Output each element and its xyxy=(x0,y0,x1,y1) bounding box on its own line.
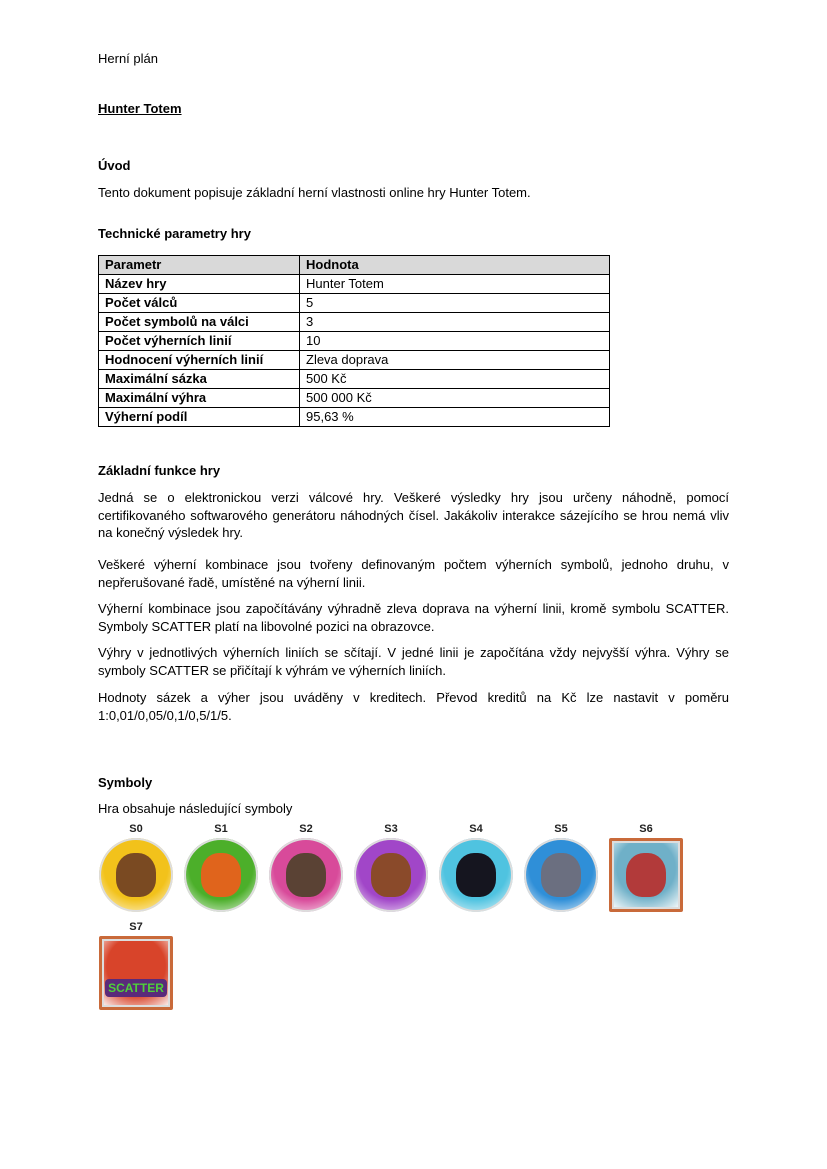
fox-icon xyxy=(184,838,258,912)
param-value: 5 xyxy=(300,294,610,313)
symbol-figure xyxy=(456,853,496,897)
param-name: Hodnocení výherních linií xyxy=(99,351,300,370)
tech-heading: Technické parametry hry xyxy=(98,226,251,241)
table-row xyxy=(99,332,610,351)
column-header: Hodnota xyxy=(300,256,610,275)
paragraph: Jedná se o elektronickou verzi válcové hry. Veškeré výsledky hry jsou určeny náhodně, pomocí certifikovaného softwarového generátoru náhodných čísel. Jakákoliv interakce sázejícího se hrou nemá vliv na konečný výsledek hry. xyxy=(98,490,729,540)
symbol-label: S0 xyxy=(129,823,143,835)
parameters-table xyxy=(98,255,610,427)
param-name: Maximální sázka xyxy=(99,370,300,389)
symbol-label: S5 xyxy=(554,823,568,835)
symbol-label: S4 xyxy=(469,823,483,835)
features-heading: Základní funkce hry xyxy=(98,463,221,478)
owl-icon xyxy=(269,838,343,912)
symbol-label: S3 xyxy=(384,823,398,835)
paragraph: Hodnoty sázek a výher jsou uváděny v kreditech. Převod kreditů na Kč lze nastavit v poměru 1:0,01/0,05/0,1/0,5/1/5. xyxy=(98,690,729,723)
paragraph: Výherní kombinace jsou započítávány výhradně zleva doprava na výherní linii, kromě symbolu SCATTER. Symboly SCATTER platí na libovolné pozici na obrazovce. xyxy=(98,601,729,634)
symbol-s2 xyxy=(267,822,345,912)
table-row xyxy=(99,351,610,370)
table-row xyxy=(99,275,610,294)
hunter-icon xyxy=(609,838,683,912)
param-name: Název hry xyxy=(99,275,300,294)
symbol-s4 xyxy=(437,822,515,912)
paragraph: Výhry v jednotlivých výherních liniích se sčítají. V jedné linii je započítána vždy nejvyšší výhra. Výhry se symboly SCATTER se přičítají k výhrám ve výherních liniích. xyxy=(98,645,729,678)
document-title: Hunter Totem xyxy=(98,101,182,116)
param-name: Počet symbolů na válci xyxy=(99,313,300,332)
symbol-label: S7 xyxy=(129,921,143,933)
table-row xyxy=(99,294,610,313)
param-value: 500 000 Kč xyxy=(300,389,610,408)
param-value: 95,63 % xyxy=(300,408,610,427)
scatter-totem-icon xyxy=(99,936,173,1010)
table-row xyxy=(99,313,610,332)
paragraph: Veškeré výherní kombinace jsou tvořeny definovaným počtem výherních symbolů, jednoho druhu, v nepřerušované řadě, umístěné na výherní linii. xyxy=(98,557,729,590)
symbol-label: S1 xyxy=(214,823,228,835)
symbol-figure xyxy=(541,853,581,897)
symbol-figure xyxy=(116,853,156,897)
deer-icon xyxy=(99,838,173,912)
param-value: Zleva doprava xyxy=(300,351,610,370)
symbol-s1 xyxy=(182,822,260,912)
symbol-s6 xyxy=(607,822,685,912)
symbol-figure xyxy=(371,853,411,897)
table-row xyxy=(99,389,610,408)
scatter-text: SCATTER xyxy=(105,979,167,997)
symbol-figure xyxy=(626,853,666,897)
symbol-label: S6 xyxy=(639,823,653,835)
param-name: Počet výherních linií xyxy=(99,332,300,351)
bear-icon xyxy=(354,838,428,912)
param-name: Počet válců xyxy=(99,294,300,313)
symbol-figure xyxy=(201,853,241,897)
param-name: Maximální výhra xyxy=(99,389,300,408)
document-header: Herní plán xyxy=(98,51,158,66)
symbol-figure xyxy=(286,853,326,897)
column-header: Parametr xyxy=(99,256,300,275)
table-row xyxy=(99,408,610,427)
intro-heading: Úvod xyxy=(98,158,131,173)
param-value: Hunter Totem xyxy=(300,275,610,294)
symbols-heading: Symboly xyxy=(98,775,153,790)
symbol-s7 xyxy=(97,920,175,1010)
symbols-text: Hra obsahuje následující symboly xyxy=(98,801,293,816)
param-value: 500 Kč xyxy=(300,370,610,389)
symbol-label: S2 xyxy=(299,823,313,835)
panther-icon xyxy=(439,838,513,912)
param-value: 3 xyxy=(300,313,610,332)
table-row xyxy=(99,370,610,389)
symbol-s0 xyxy=(97,822,175,912)
param-value: 10 xyxy=(300,332,610,351)
symbol-s3 xyxy=(352,822,430,912)
intro-text: Tento dokument popisuje základní herní vlastnosti online hry Hunter Totem. xyxy=(98,185,531,200)
param-name: Výherní podíl xyxy=(99,408,300,427)
symbol-s5 xyxy=(522,822,600,912)
wolf-icon xyxy=(524,838,598,912)
table-header-row xyxy=(99,256,610,275)
